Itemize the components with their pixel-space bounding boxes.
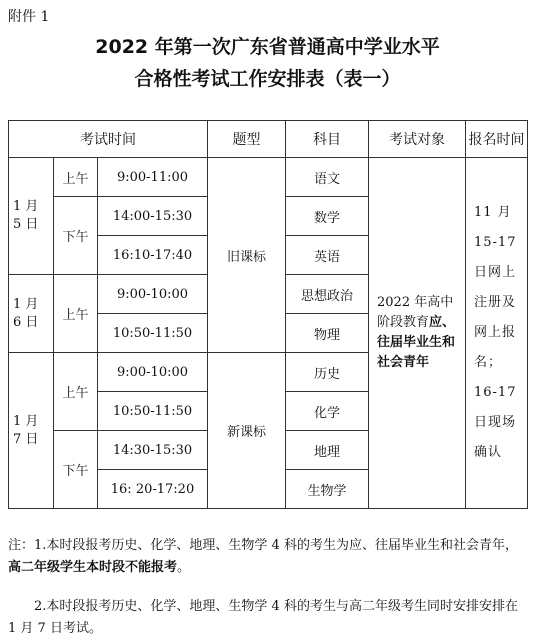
header-type: 题型 (208, 121, 286, 158)
subject-cell: 化学 (286, 392, 369, 431)
subject-cell: 物理 (286, 314, 369, 353)
date-jan-5: 1 月 5 日 (9, 158, 54, 275)
subject-cell: 地理 (286, 431, 369, 470)
type-new-curriculum: 新课标 (208, 353, 286, 509)
note-1-bold: 高二年级学生本时段不能报考 (8, 560, 178, 575)
period-pm: 下午 (54, 197, 98, 275)
title-line-2: 合格性考试工作安排表（表一） (134, 68, 401, 90)
title-line-1: 2022 年第一次广东省普通高中学业水平 (95, 36, 440, 58)
register-line-2: 16-17 日现场确认 (474, 385, 517, 460)
header-target: 考试对象 (369, 121, 466, 158)
date-jan-6: 1 月 6 日 (9, 275, 54, 353)
period-pm: 下午 (54, 431, 98, 509)
subject-cell: 数学 (286, 197, 369, 236)
time-slot: 16: 20-17:20 (98, 470, 208, 509)
target-normal: 2022 年高中阶段教育 (377, 295, 454, 330)
header-subject: 科目 (286, 121, 369, 158)
table-header-row (9, 121, 528, 158)
register-line-1: 11 月 15-17 日网上注册及网上报名； (474, 205, 517, 370)
time-slot: 9:00-11:00 (98, 158, 208, 197)
header-register-time: 报名时间 (466, 121, 528, 158)
date-jan-7: 1 月 7 日 (9, 353, 54, 509)
exam-schedule-table (8, 120, 528, 509)
time-slot: 16:10-17:40 (98, 236, 208, 275)
subject-cell: 历史 (286, 353, 369, 392)
subject-cell: 思想政治 (286, 275, 369, 314)
period-am: 上午 (54, 158, 98, 197)
register-time (466, 158, 528, 509)
note-2: 2.本时段报考历史、化学、地理、生物学 4 科的考生与高二年级考生同时安排安排在 1 月 7 日考试。 (8, 599, 518, 636)
period-am: 上午 (54, 353, 98, 431)
note-1-text: 注：1.本时段报考历史、化学、地理、生物学 4 科的考生为应、往届毕业生和社会青年， (8, 538, 518, 553)
time-slot: 14:30-15:30 (98, 431, 208, 470)
time-slot: 14:00-15:30 (98, 197, 208, 236)
time-slot: 9:00-10:00 (98, 275, 208, 314)
time-slot: 10:50-11:50 (98, 314, 208, 353)
table-row (9, 158, 528, 197)
subject-cell: 生物学 (286, 470, 369, 509)
note-1-end: 。 (177, 560, 191, 575)
subject-cell: 语文 (286, 158, 369, 197)
note-1 (8, 535, 527, 579)
type-old-curriculum: 旧课标 (208, 158, 286, 353)
time-slot: 10:50-11:50 (98, 392, 208, 431)
header-exam-time: 考试时间 (9, 121, 208, 158)
target-bold: 应、往届毕业生和社会青年 (377, 315, 456, 370)
time-slot: 9:00-10:00 (98, 353, 208, 392)
period-am: 上午 (54, 275, 98, 353)
attachment-label: 附件 1 (8, 9, 50, 25)
subject-cell: 英语 (286, 236, 369, 275)
exam-target (369, 158, 466, 509)
